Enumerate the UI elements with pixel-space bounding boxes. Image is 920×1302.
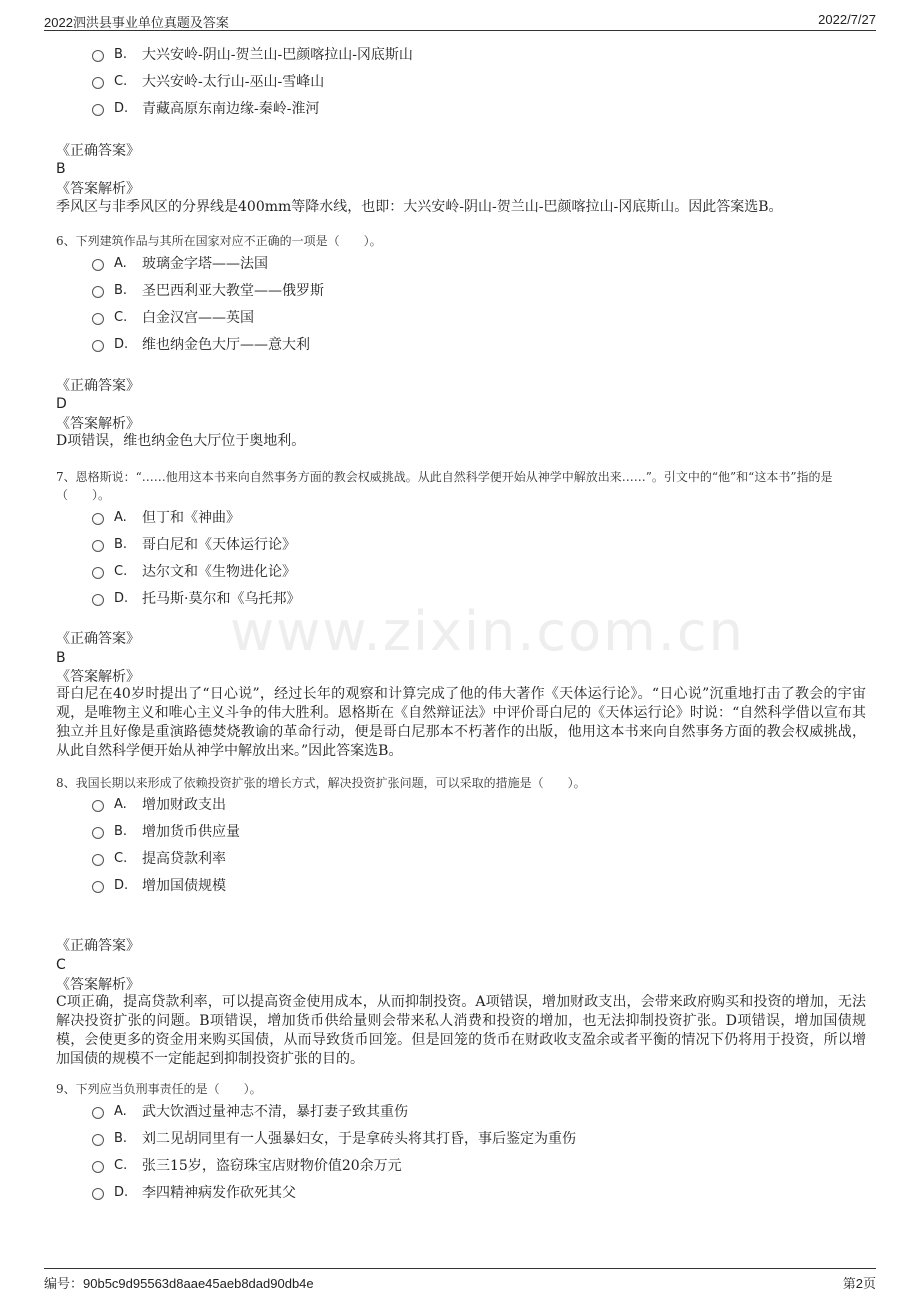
question-7: 7、恩格斯说：“……他用这本书来向自然事务方面的教会权威挑战。从此自然科学便开始从神学中解放出来……”。引文中的“他”和“这本书”指的是（ ）。: [56, 470, 833, 502]
radio-icon[interactable]: [92, 800, 104, 812]
document-title: 2022泗洪县事业单位真题及答案: [44, 15, 229, 30]
page-header: [44, 8, 876, 31]
correct-answer: C: [56, 957, 66, 973]
page-number: 第2页: [842, 1276, 876, 1291]
watermark: www.zixin.com.cn: [230, 600, 745, 663]
correct-answer: D: [56, 396, 67, 412]
radio-icon[interactable]: [92, 104, 104, 116]
document-date: 2022/7/27: [818, 12, 876, 27]
page-footer: [44, 1268, 876, 1295]
correct-answer: B: [56, 650, 66, 666]
correct-answer-label: 《正确答案》: [56, 938, 140, 954]
radio-icon[interactable]: [92, 594, 104, 606]
radio-icon[interactable]: [92, 259, 104, 271]
radio-icon[interactable]: [92, 1188, 104, 1200]
radio-icon[interactable]: [92, 77, 104, 89]
radio-icon[interactable]: [92, 340, 104, 352]
analysis-label: 《答案解析》: [56, 977, 140, 993]
radio-icon[interactable]: [92, 881, 104, 893]
radio-icon[interactable]: [92, 1134, 104, 1146]
correct-answer-label: 《正确答案》: [56, 378, 140, 394]
question-8: 8、我国长期以来形成了依赖投资扩张的增长方式，解决投资扩张问题，可以采取的措施是（ ）。: [56, 776, 586, 790]
analysis-text: C项正确，提高贷款利率，可以提高资金使用成本，从而抑制投资。A项错误，增加财政支出，会带来政府购买和投资的增加，无法解决投资扩张的问题。B项错误，增加货币供给量则会带来私人消费和投资的增加，也无法抑制投资扩张。D项错误，增加国债规模，会使更多的资金用来购买国债，从而导致货币回笼。但是回笼的货币在财政收支盈余或者平衡的情况下仍将用于投资，所以增加国债的规模不一定能起到抑制投资扩张的目的。: [56, 994, 866, 1067]
question-9: 9、下列应当负刑事责任的是（ ）。: [56, 1082, 262, 1096]
analysis-label: 《答案解析》: [56, 181, 140, 197]
radio-icon[interactable]: [92, 513, 104, 525]
correct-answer-label: 《正确答案》: [56, 143, 140, 159]
radio-icon[interactable]: [92, 854, 104, 866]
correct-answer: B: [56, 161, 66, 177]
radio-icon[interactable]: [92, 286, 104, 298]
radio-icon[interactable]: [92, 1107, 104, 1119]
radio-icon[interactable]: [92, 540, 104, 552]
radio-icon[interactable]: [92, 827, 104, 839]
radio-icon[interactable]: [92, 1161, 104, 1173]
analysis-label: 《答案解析》: [56, 669, 140, 685]
analysis-text: 季风区与非季风区的分界线是400mm等降水线，也即：大兴安岭-阴山-贺兰山-巴颜喀拉山-冈底斯山。因此答案选B。: [56, 199, 783, 215]
question-6: 6、下列建筑作品与其所在国家对应不正确的一项是（ ）。: [56, 234, 382, 248]
document-code: 编号：90b5c9d95563d8aae45aeb8dad90db4e: [44, 1276, 314, 1291]
radio-icon[interactable]: [92, 567, 104, 579]
radio-icon[interactable]: [92, 313, 104, 325]
analysis-text: 哥白尼在40岁时提出了“日心说”，经过长年的观察和计算完成了他的伟大著作《天体运行论》。“日心说”沉重地打击了教会的宇宙观，是唯物主义和唯心主义斗争的伟大胜利。恩格斯在《自然辩证法》中评价哥白尼的《天体运行论》时说：“自然科学借以宣布其独立并且好像是重演路德焚烧教谕的革命行动，便是哥白尼那本不朽著作的出版，他用这本书来向自然事务方面的教会权威挑战，从此自然科学便开始从神学中解放出来。”因此答案选B。: [56, 686, 866, 759]
radio-icon[interactable]: [92, 50, 104, 62]
analysis-text: D项错误，维也纳金色大厅位于奥地利。: [56, 433, 306, 449]
correct-answer-label: 《正确答案》: [56, 631, 140, 647]
analysis-label: 《答案解析》: [56, 416, 140, 432]
